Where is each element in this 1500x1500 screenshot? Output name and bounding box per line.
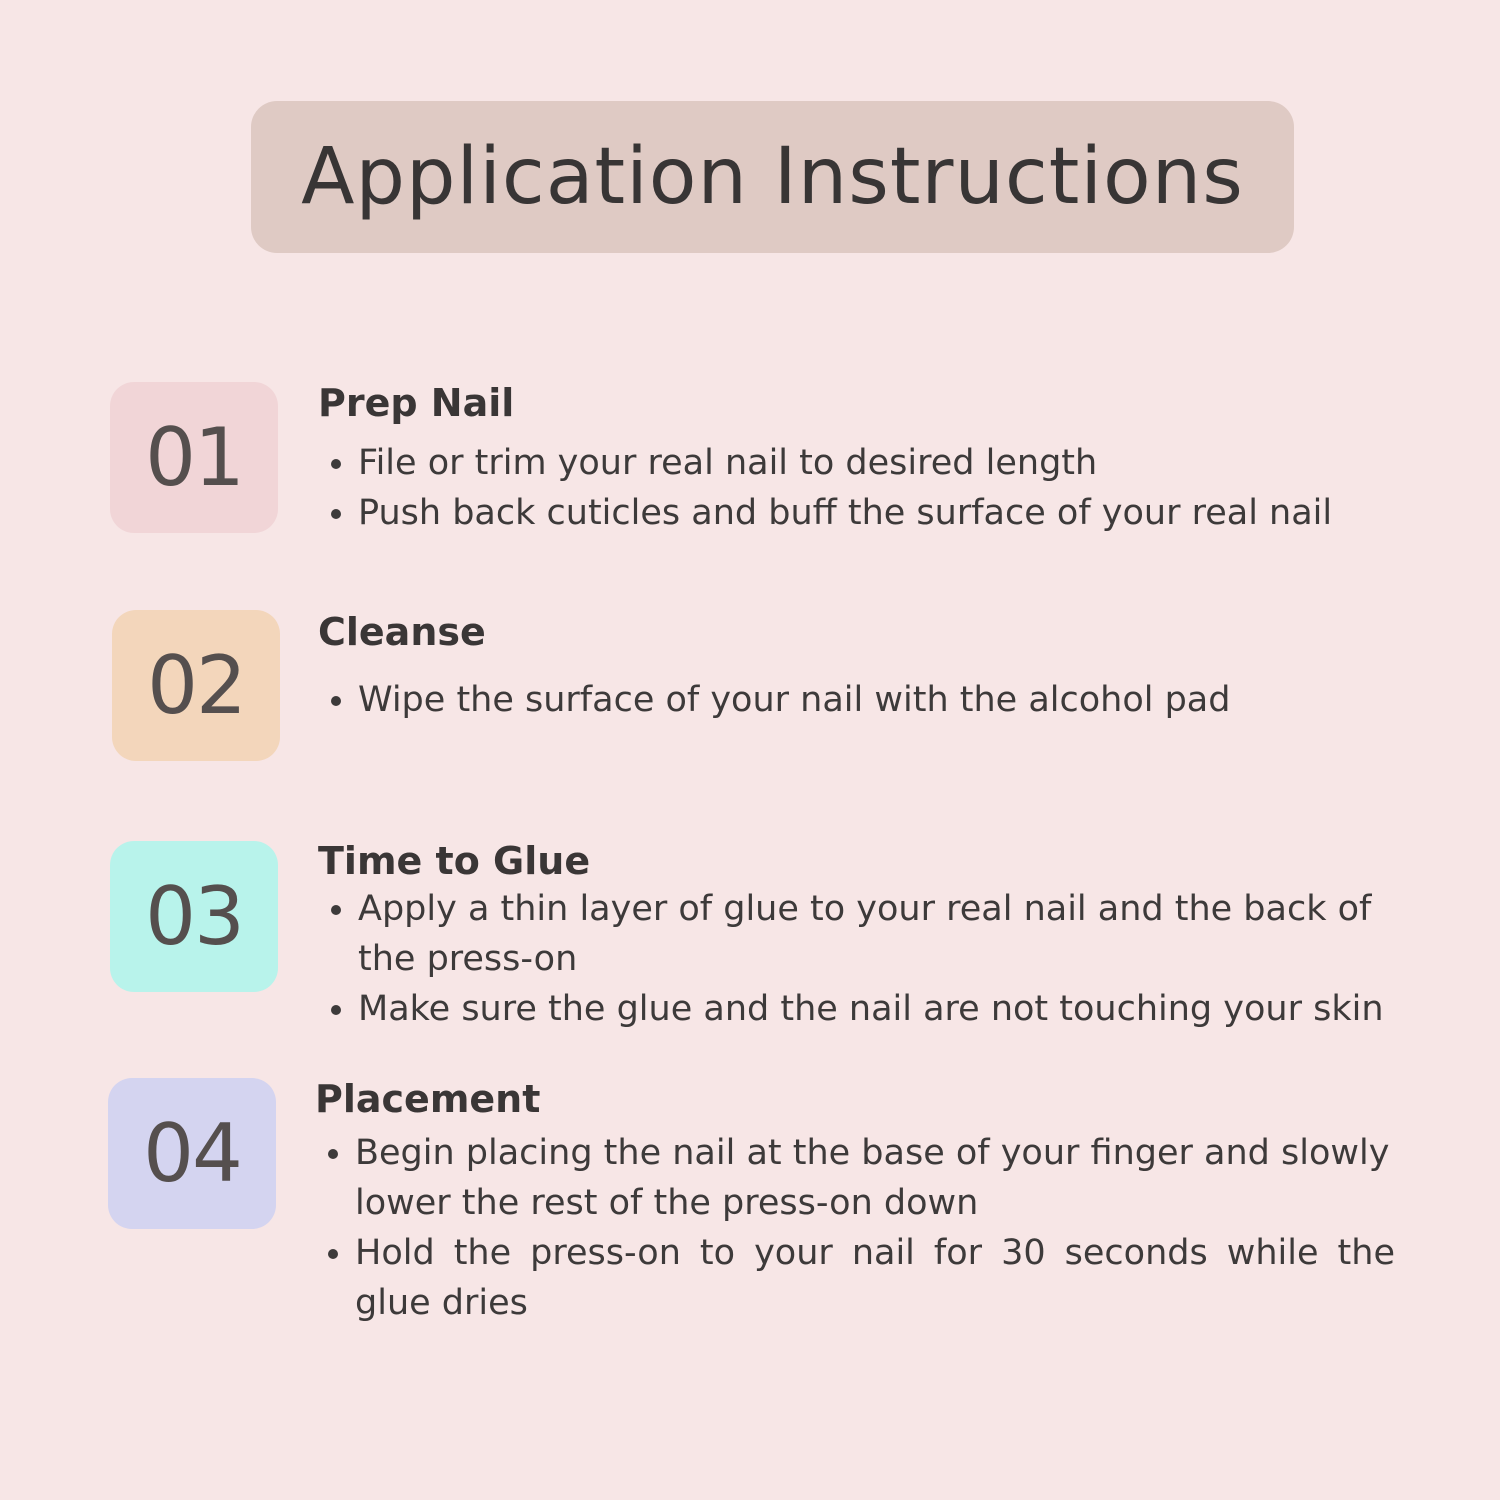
step-title: Prep Nail (318, 381, 515, 425)
list-item: • Make sure the glue and the nail are not touching your skin (358, 984, 1398, 1034)
step-bullet-list (318, 884, 1398, 1034)
step-number-badge: 04 (108, 1078, 276, 1229)
list-item: • Begin placing the nail at the base of your finger and slowly lower the rest of the press-on down (355, 1128, 1395, 1228)
list-item: • Apply a thin layer of glue to your real nail and the back of the press-on (358, 884, 1398, 984)
step-bullet-list (318, 675, 1398, 725)
step-title: Placement (315, 1077, 541, 1121)
page-title: Application Instructions (301, 132, 1244, 222)
list-item: • Wipe the surface of your nail with the alcohol pad (358, 675, 1398, 725)
step-number-badge: 01 (110, 382, 278, 533)
step-title: Time to Glue (318, 839, 591, 883)
step-title: Cleanse (318, 610, 486, 654)
title-banner (251, 101, 1294, 253)
step-number-badge: 03 (110, 841, 278, 992)
list-item: • File or trim your real nail to desired length (358, 438, 1398, 488)
step-number-badge: 02 (112, 610, 280, 761)
list-item: • Hold the press-on to your nail for 30 seconds while the glue dries (355, 1228, 1395, 1328)
step-bullet-list (318, 438, 1398, 538)
step-bullet-list (315, 1128, 1395, 1328)
list-item: • Push back cuticles and buff the surface of your real nail (358, 488, 1398, 538)
